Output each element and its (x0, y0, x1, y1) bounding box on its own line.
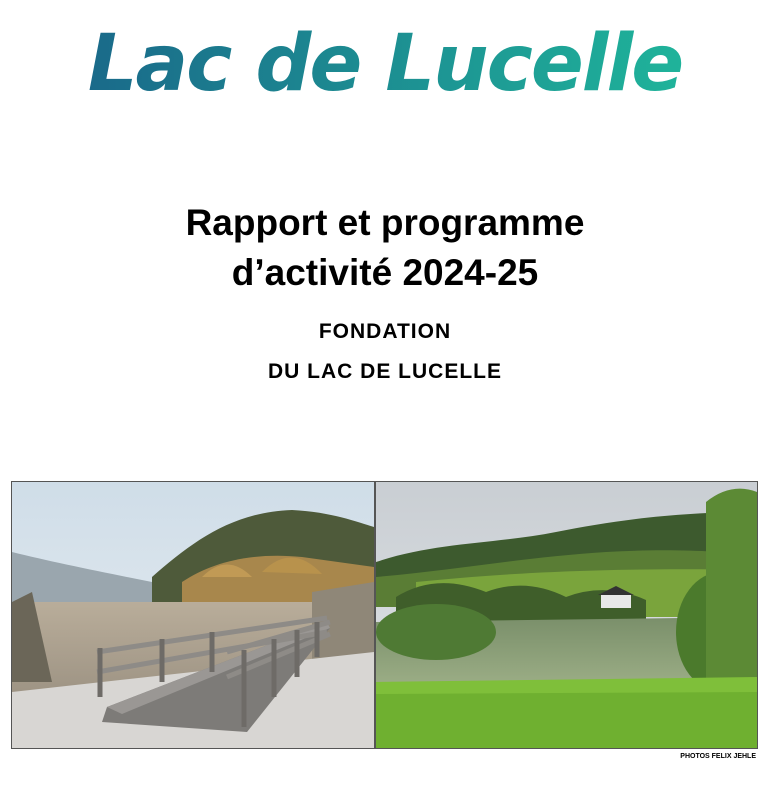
report-title-line1: Rapport et programme (185, 202, 585, 243)
report-title-line2: d’activité 2024-25 (231, 252, 539, 293)
subtitle-line1: FONDATION (318, 320, 452, 343)
photo-boardwalk (11, 481, 375, 749)
subtitle-line2: DU LAC DE LUCELLE (268, 360, 502, 383)
logo-text: Lac de Lucelle (87, 19, 683, 108)
photo-credit: PHOTOS FELIX JEHLE (680, 753, 756, 760)
logo (0, 18, 770, 108)
report-title (0, 198, 770, 298)
logo-wordmark (0, 18, 770, 108)
photo-lake (375, 481, 758, 749)
